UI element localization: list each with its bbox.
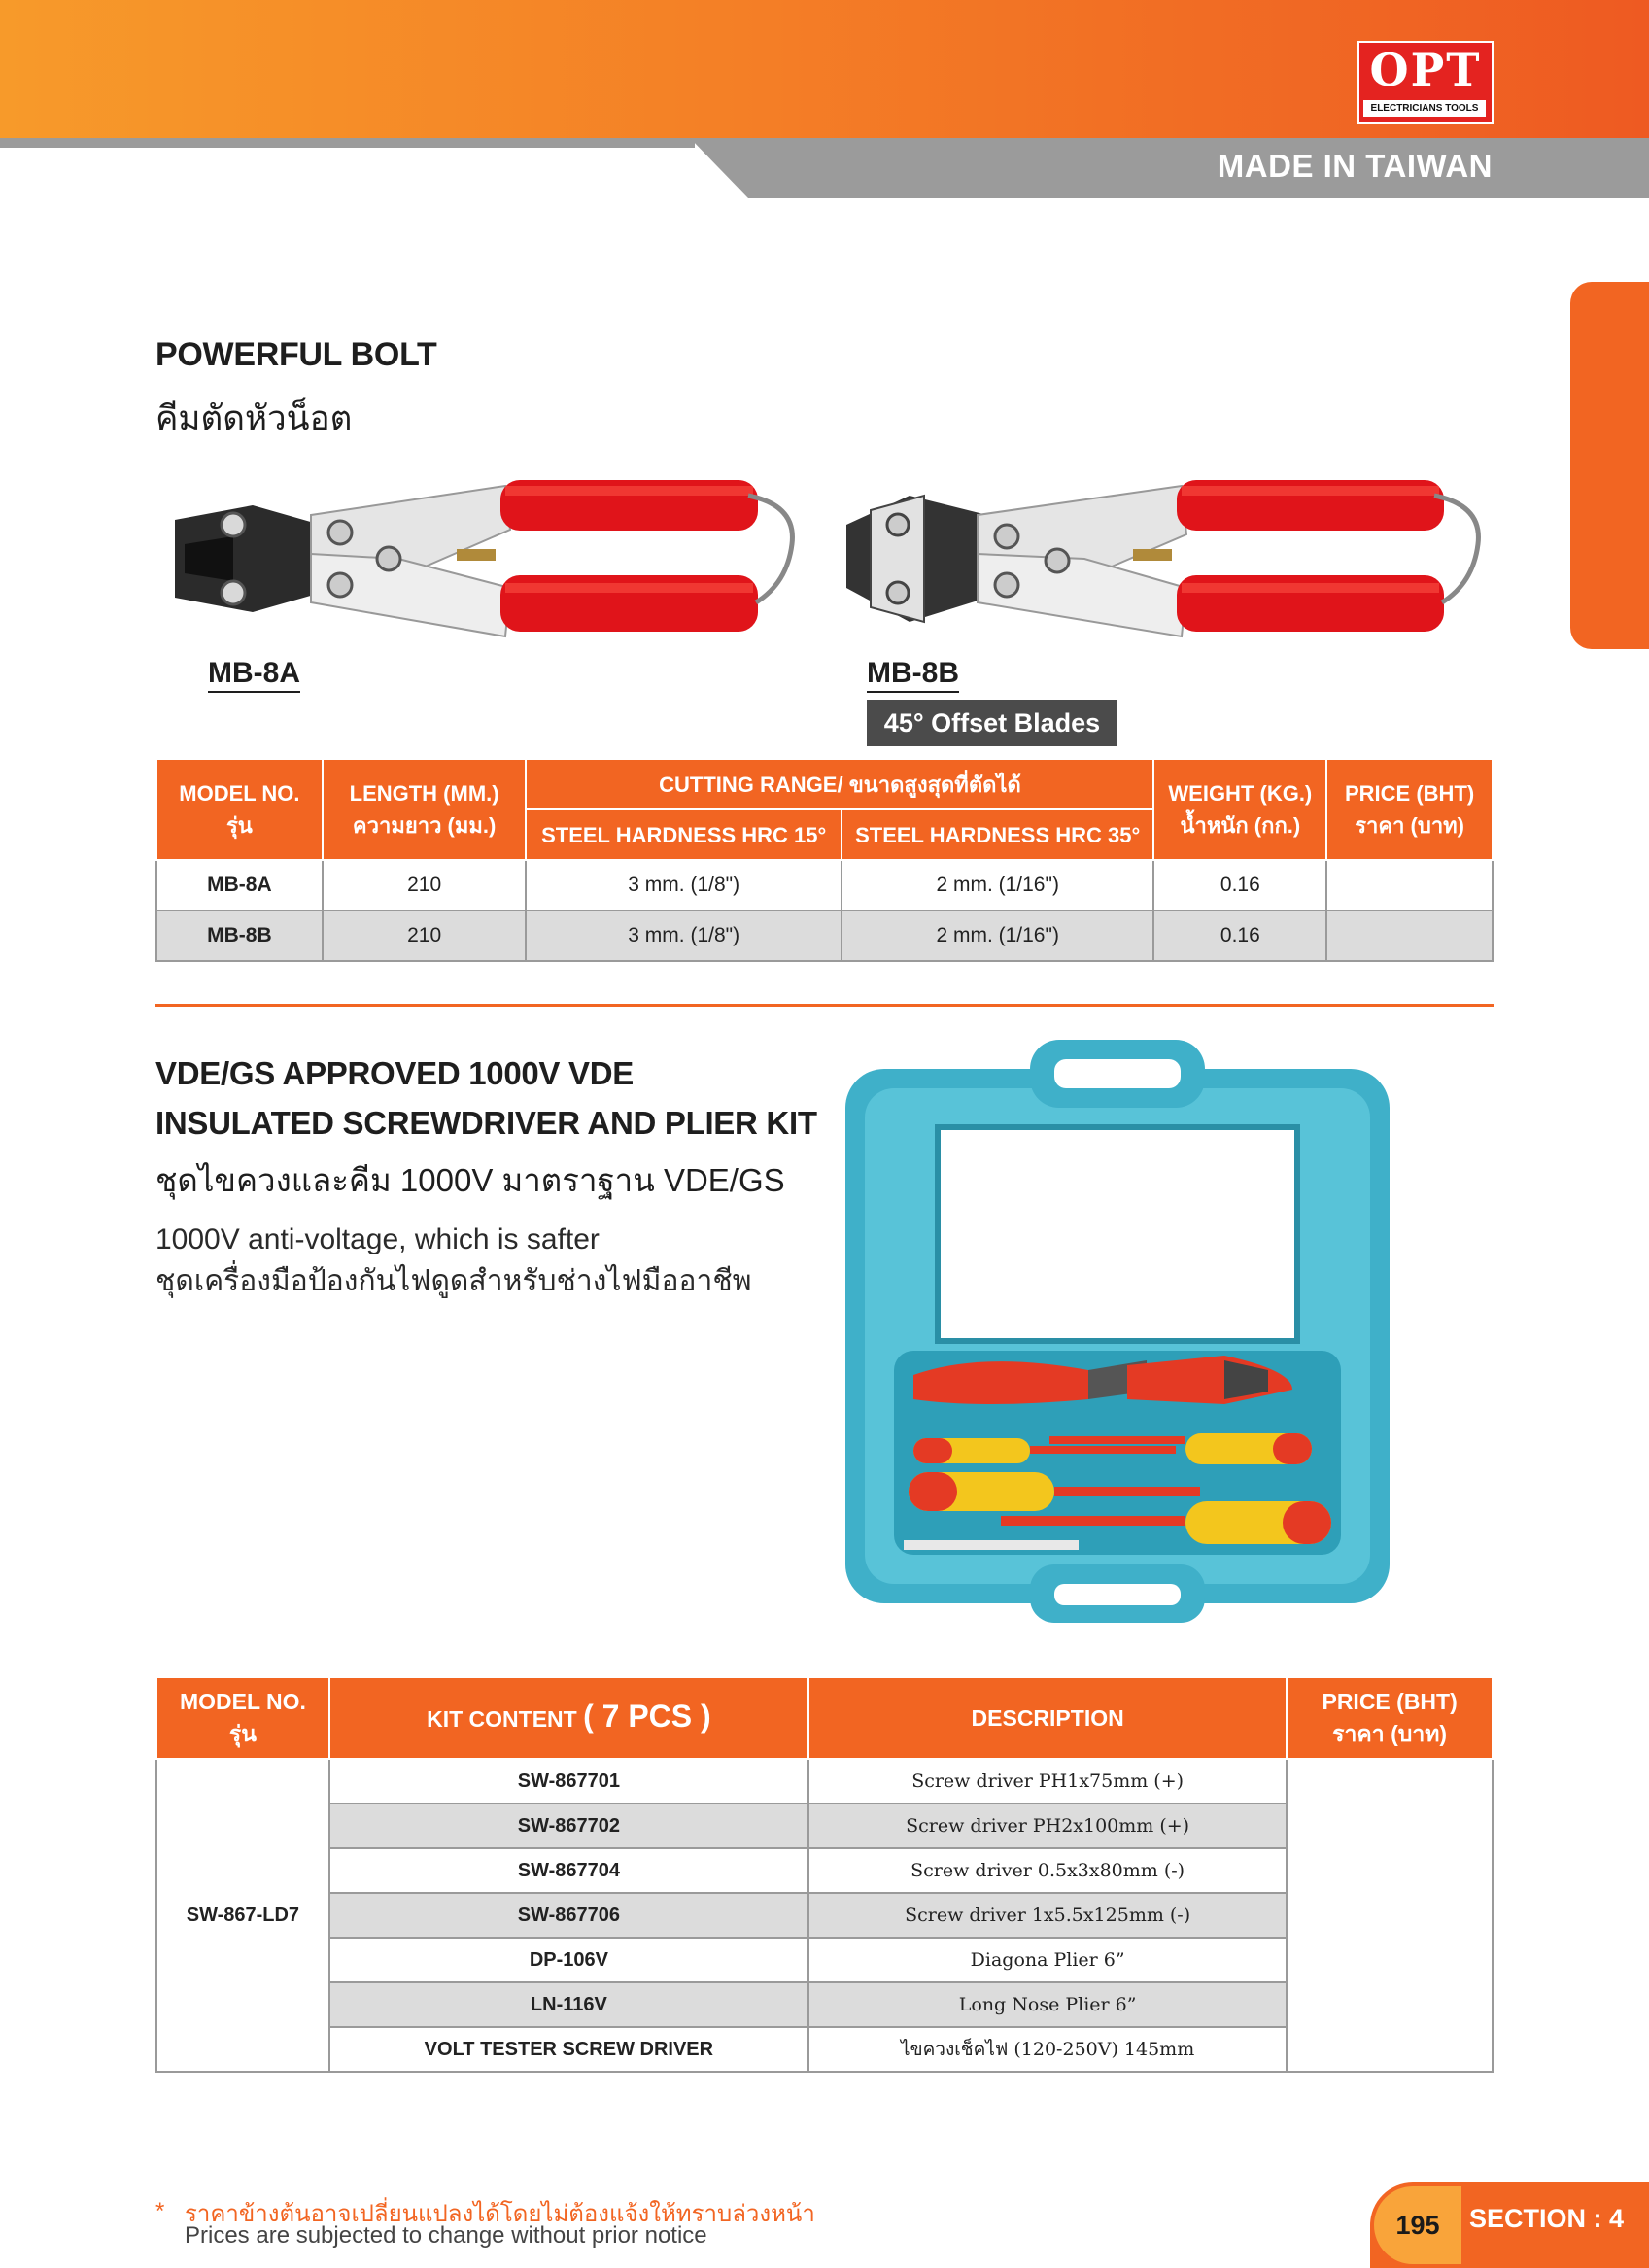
side-section-tab: [1570, 282, 1649, 649]
footer-note-thai: ราคาข้างต้นอาจเปลี่ยนแปลงได้โดยไม่ต้องแจ้งให้ทราบล่วงหน้า: [185, 2201, 815, 2227]
footer-note-en: Prices are subjected to change without prior notice: [185, 2222, 707, 2249]
model-label-mb8b: MB-8B: [867, 657, 959, 693]
kit-title-line1: VDE/GS APPROVED 1000V VDE: [155, 1055, 634, 1091]
made-in-label: MADE IN TAIWAN: [1217, 148, 1493, 184]
col-price: PRICE (BHT) ราคา (บาท): [1287, 1677, 1493, 1759]
col-model: MODEL NO. รุ่น: [156, 1677, 329, 1759]
col-price: PRICE (BHT) ราคา (บาท): [1326, 759, 1493, 860]
cell-kit-code: VOLT TESTER SCREW DRIVER: [329, 2027, 808, 2072]
cell-price: [1326, 860, 1493, 911]
col-hrc35: STEEL HARDNESS HRC 35°: [842, 809, 1154, 860]
cell-kit-desc: Screw driver PH2x100mm (+): [808, 1804, 1287, 1848]
table-header-row: [156, 759, 1493, 809]
opt-logo: [1357, 41, 1494, 124]
cell-kit-desc: Screw driver 1x5.5x125mm (-): [808, 1893, 1287, 1938]
col-hrc15: STEEL HARDNESS HRC 15°: [526, 809, 841, 860]
cell-kit-code: LN-116V: [329, 1982, 808, 2027]
cell-hrc15: 3 mm. (1/8"): [526, 911, 841, 961]
table-row: [156, 1759, 1493, 1804]
cell-hrc35: 2 mm. (1/16"): [842, 911, 1154, 961]
logo-word: OPT: [1369, 44, 1482, 96]
cell-kit-code: SW-867706: [329, 1893, 808, 1938]
cell-model: MB-8A: [156, 860, 323, 911]
cell-weight: 0.16: [1153, 860, 1326, 911]
col-description: DESCRIPTION: [808, 1677, 1287, 1759]
kit-desc-en: 1000V anti-voltage, which is safter: [155, 1223, 600, 1255]
col-cutting-range: CUTTING RANGE/ ขนาดสูงสุดที่ตัดได้: [526, 759, 1153, 809]
logo-subtitle: ELECTRICIANS TOOLS: [1363, 100, 1486, 117]
kit-content-table: [155, 1676, 1494, 2073]
col-kit-content: KIT CONTENT ( 7 PCS ): [329, 1677, 808, 1759]
cell-kit-code: SW-867702: [329, 1804, 808, 1848]
table-row: [156, 860, 1493, 911]
cell-kit-desc: ไขควงเช็คไฟ (120-250V) 145mm: [808, 2027, 1287, 2072]
section-label: SECTION : 4: [1469, 2204, 1625, 2233]
page-number: 195: [1374, 2186, 1461, 2264]
table-header-row: [156, 1677, 1493, 1759]
footer-asterisk: *: [155, 2198, 165, 2224]
model-label-mb8a: MB-8A: [208, 657, 300, 693]
cell-kit-desc: Screw driver 0.5x3x80mm (-): [808, 1848, 1287, 1893]
cell-length: 210: [323, 860, 527, 911]
bolt-title-thai: คีมตัดหัวน็อต: [155, 399, 353, 437]
kit-desc-th: ชุดเครื่องมือป้องกันไฟดูดสำหรับช่างไฟมืออาชีพ: [155, 1265, 752, 1297]
tool-kit-case-image: [836, 1030, 1399, 1632]
bolt-title: POWERFUL BOLT: [155, 336, 437, 373]
cell-kit-desc: Screw driver PH1x75mm (+): [808, 1759, 1287, 1804]
col-model: MODEL NO. รุ่น: [156, 759, 323, 860]
cell-hrc35: 2 mm. (1/16"): [842, 860, 1154, 911]
bolt-cutter-mb8a-image: [165, 466, 816, 651]
cell-kit-desc: Long Nose Plier 6”: [808, 1982, 1287, 2027]
cell-hrc15: 3 mm. (1/8"): [526, 860, 841, 911]
section-divider: [155, 1004, 1494, 1007]
cell-kit-code: SW-867701: [329, 1759, 808, 1804]
kit-title-thai: ชุดไขควงและคีม 1000V มาตราฐาน VDE/GS: [155, 1162, 785, 1198]
offset-blades-badge: 45° Offset Blades: [867, 700, 1117, 746]
col-length: LENGTH (MM.) ความยาว (มม.): [323, 759, 527, 860]
kit-title-line2: INSULATED SCREWDRIVER AND PLIER KIT: [155, 1105, 817, 1141]
cell-kit-desc: Diagona Plier 6”: [808, 1938, 1287, 1982]
cell-price: [1326, 911, 1493, 961]
bolt-cutter-mb8b-image: [842, 466, 1502, 651]
cell-kit-code: SW-867704: [329, 1848, 808, 1893]
bolt-spec-table: [155, 758, 1494, 962]
cell-kit-price: [1287, 1759, 1493, 2072]
cell-model: MB-8B: [156, 911, 323, 961]
cell-length: 210: [323, 911, 527, 961]
cell-weight: 0.16: [1153, 911, 1326, 961]
table-row: [156, 911, 1493, 961]
col-weight: WEIGHT (KG.) น้ำหนัก (กก.): [1153, 759, 1326, 860]
cell-kit-code: DP-106V: [329, 1938, 808, 1982]
cell-kit-model: SW-867-LD7: [156, 1759, 329, 2072]
